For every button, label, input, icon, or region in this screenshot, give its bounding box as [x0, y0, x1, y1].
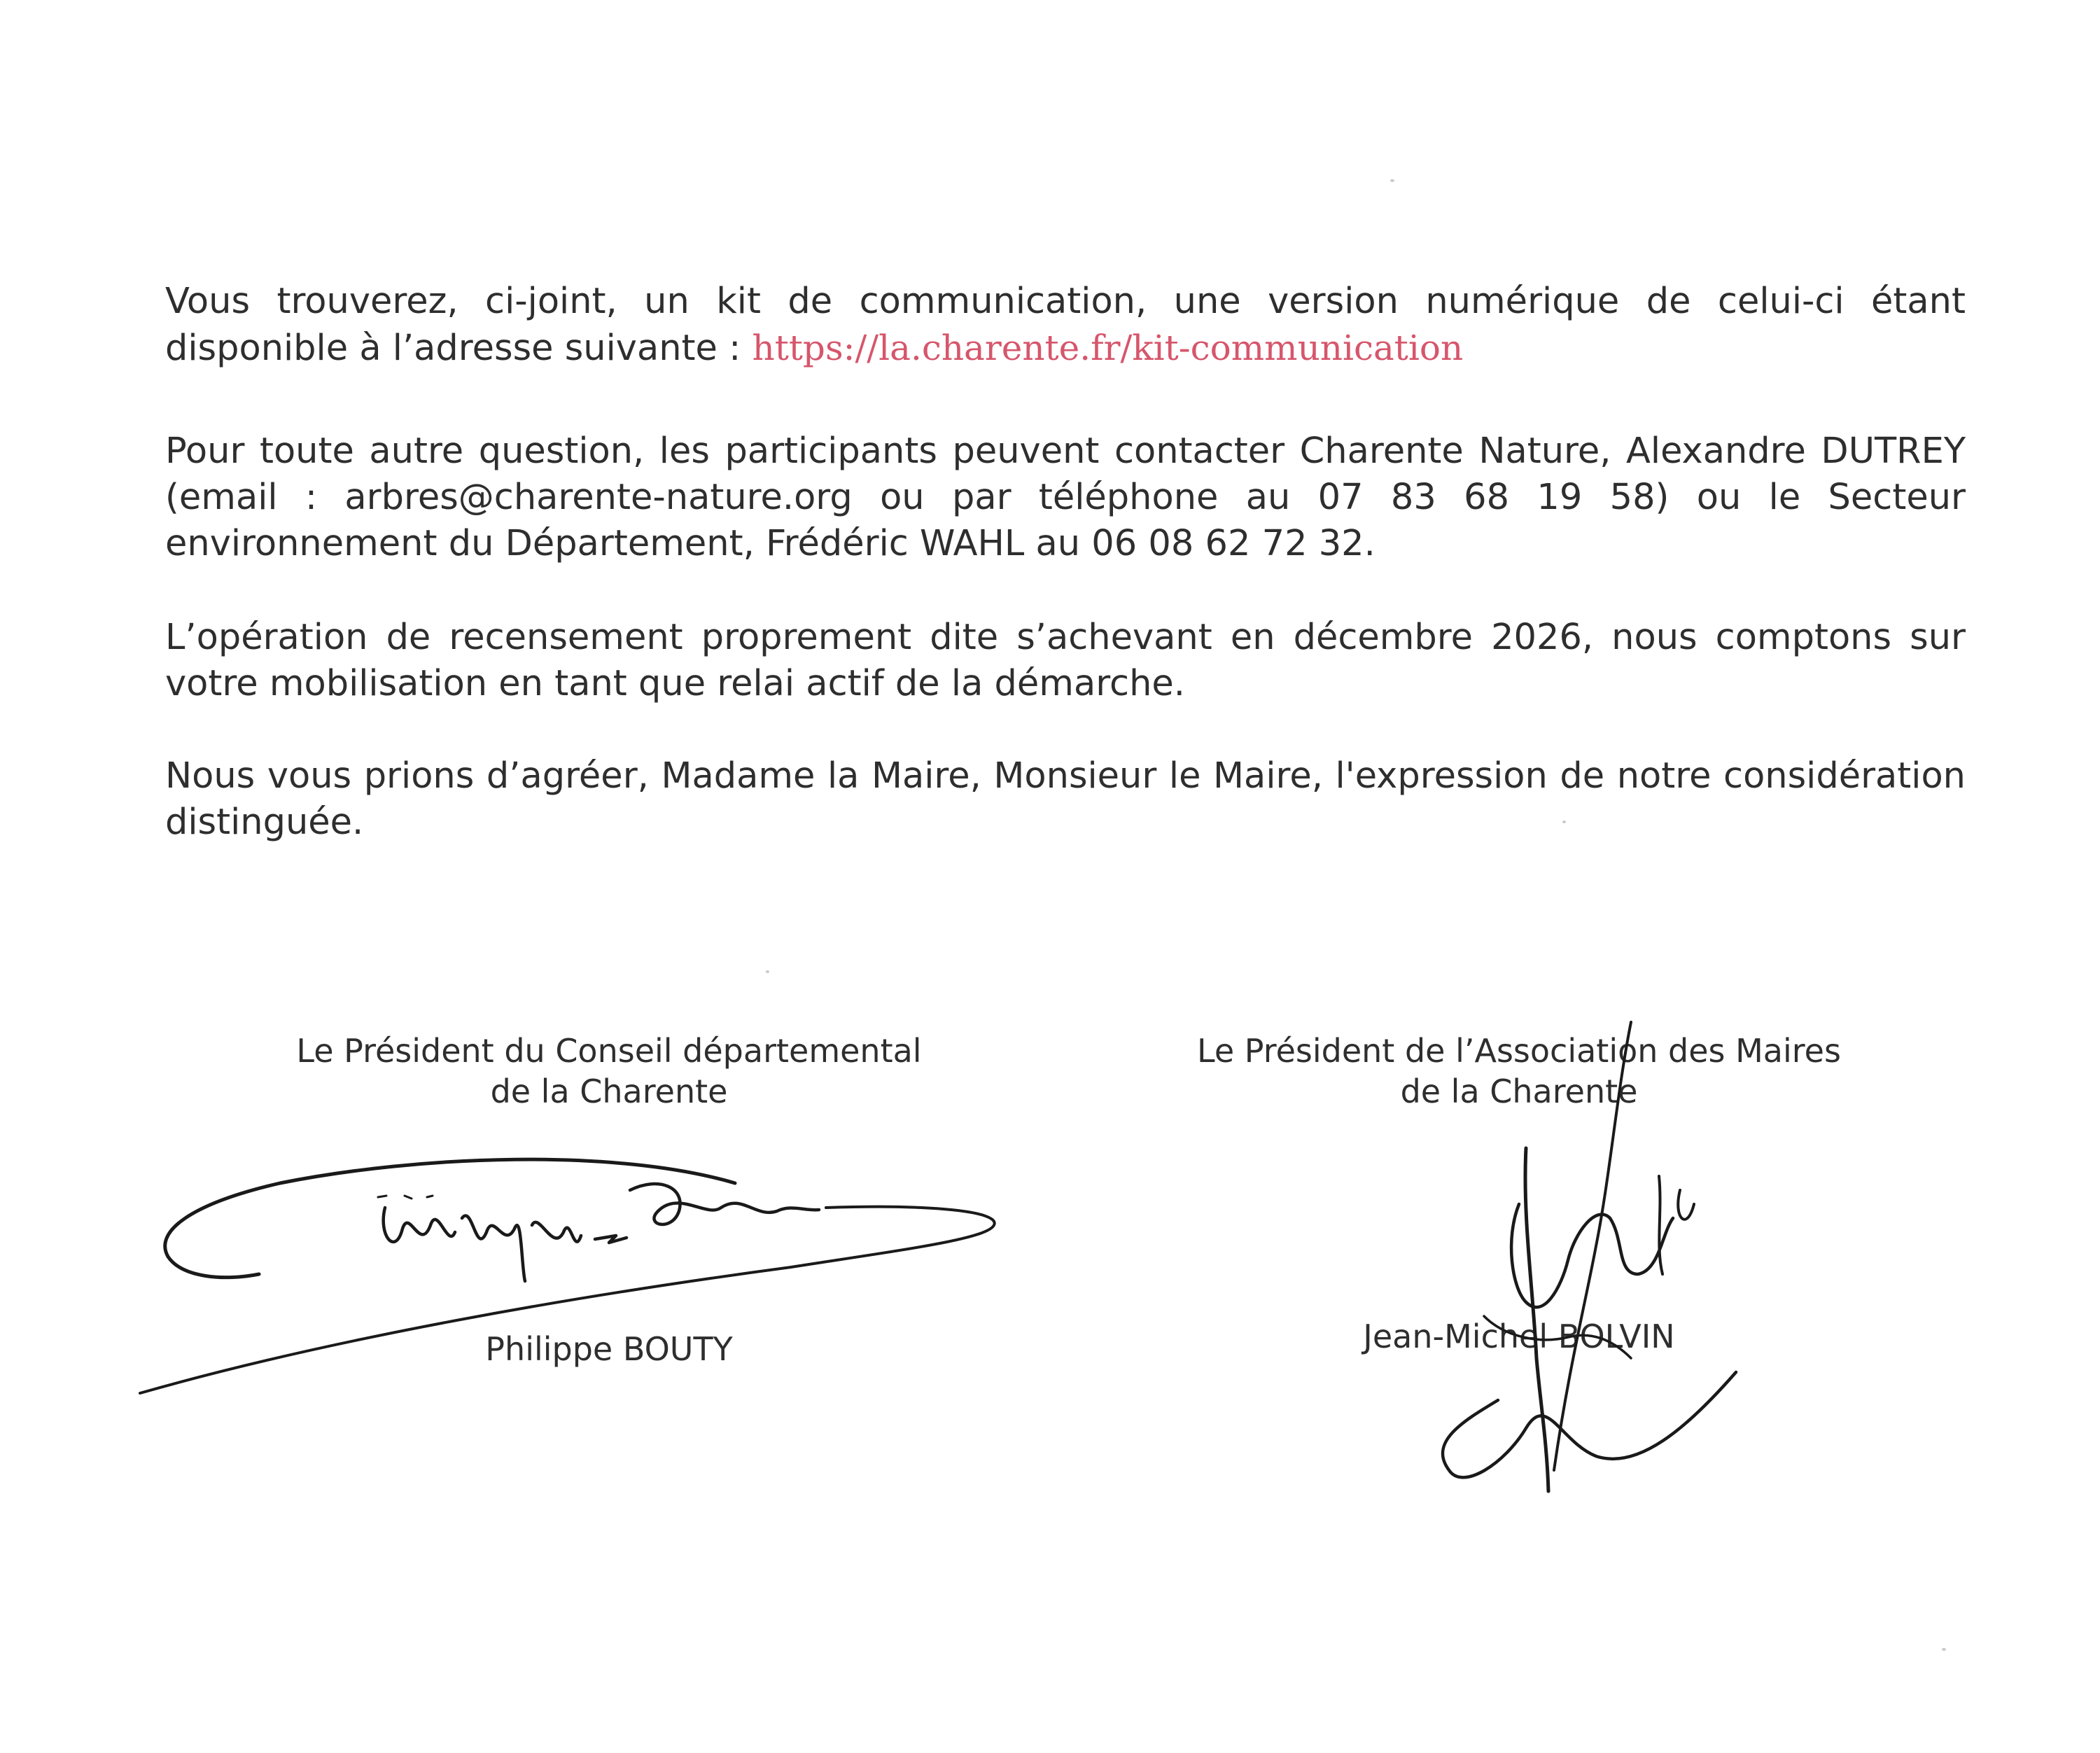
paragraph-kit-communication [165, 279, 1966, 372]
left-title-line-2: de la Charente [490, 1073, 728, 1110]
scan-speck [766, 970, 769, 973]
paragraph-kit-text: Vous trouverez, ci-joint, un kit de communication, une version numérique de celui-ci étant disponible à l’adresse suivante : [165, 281, 1966, 369]
right-signatory-name: Jean-Michel BOLVIN [1363, 1318, 1675, 1355]
paragraph-closing-salutation: Nous vous prions d’agréer, Madame la Maire, Monsieur le Maire, l'expression de notre considération distinguée. [165, 755, 1966, 843]
right-handwritten-signature [1386, 1008, 1750, 1498]
right-title-line-2: de la Charente [1400, 1073, 1638, 1110]
scan-speck [1562, 820, 1566, 823]
paragraph-contacts: Pour toute autre question, les participants peuvent contacter Charente Nature, Alexandre DUTREY (email : arbres@charente-nature.org ou par téléphone au 07 83 68 19 58) ou le Secteur environnement du Département, Frédéric WAHL au 06 08 62 72 32. [165, 431, 1966, 564]
left-signatory-title [224, 1031, 994, 1112]
paragraph-census-deadline: L’opération de recensement proprement dite s’achevant en décembre 2026, nous comptons sur votre mobilisation en tant que relai actif de la démarche. [165, 617, 1966, 704]
left-signatory-name: Philippe BOUTY [485, 1330, 733, 1368]
scan-speck [1390, 179, 1394, 182]
left-handwritten-signature [126, 1106, 1008, 1400]
scan-speck [1942, 1648, 1946, 1651]
right-title-line-1: Le Président de l’Association des Maires [1197, 1032, 1841, 1070]
kit-communication-link[interactable]: https://la.charente.fr/kit-communication [752, 328, 1464, 368]
left-title-line-1: Le Président du Conseil départemental [296, 1032, 922, 1070]
